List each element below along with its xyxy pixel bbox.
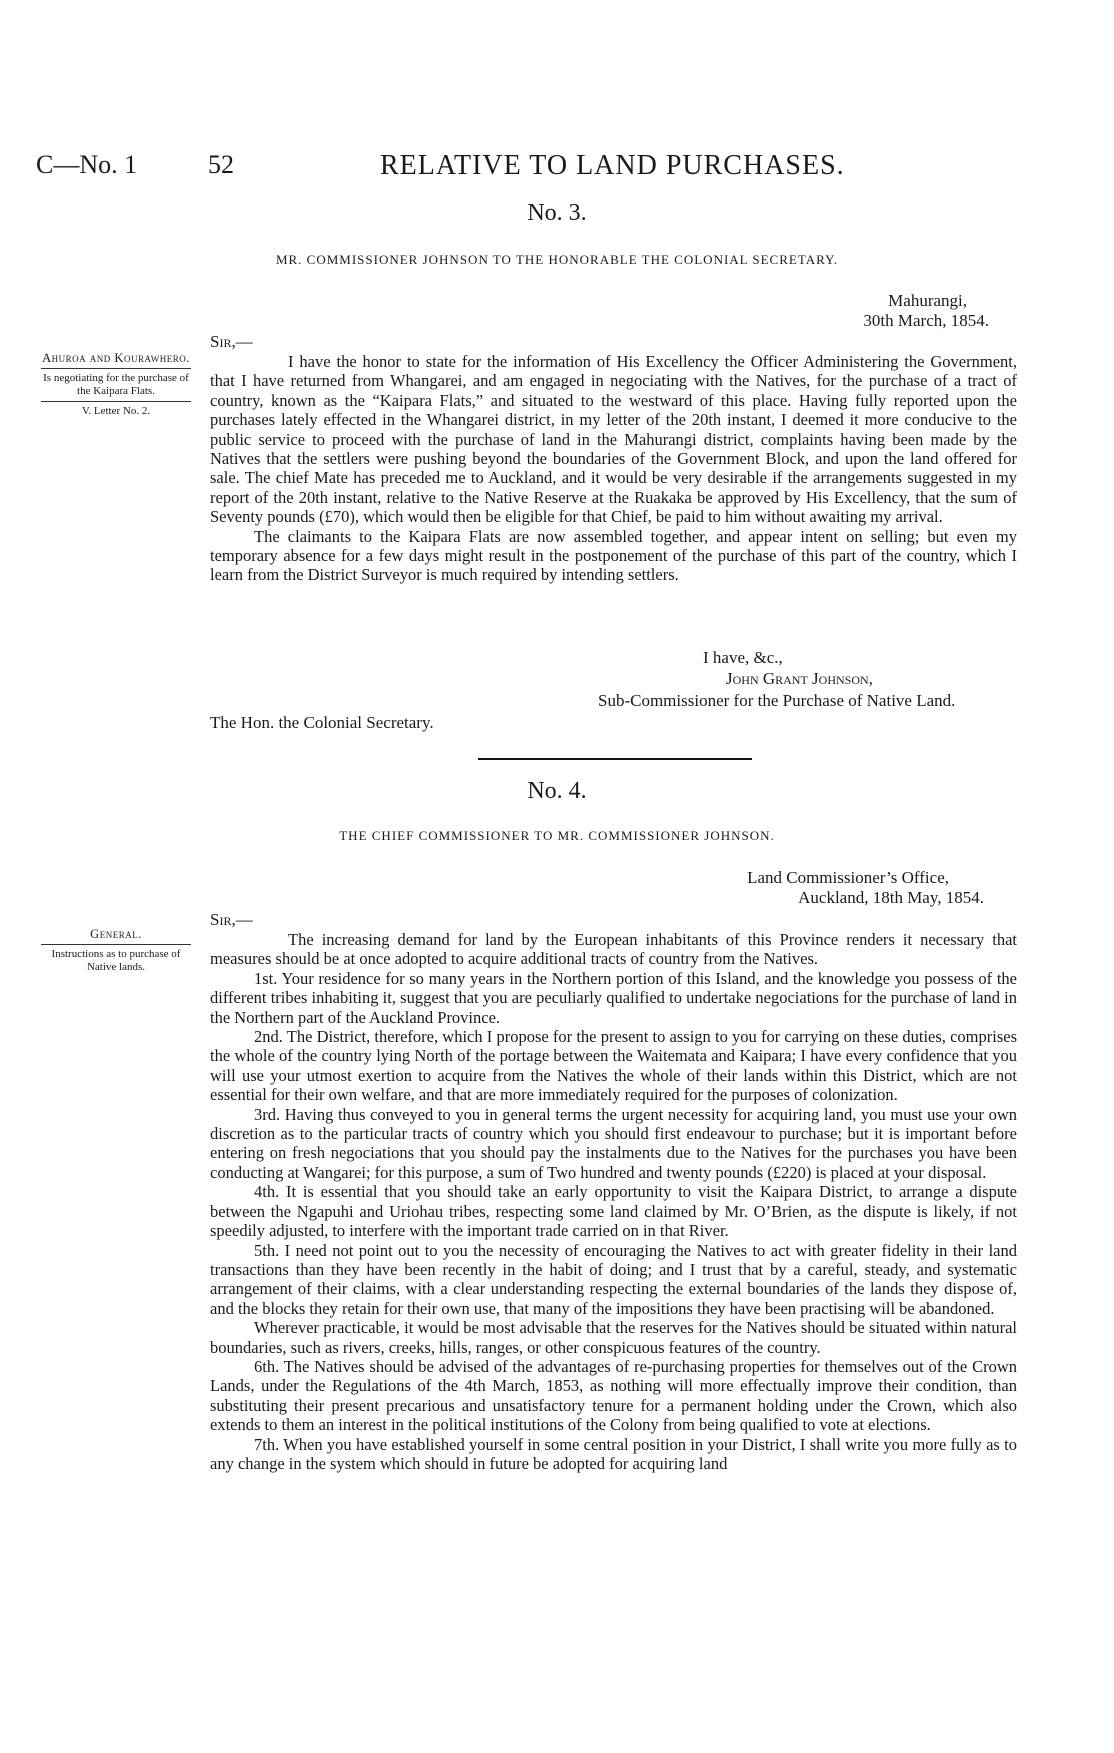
letter-3-address: MR. COMMISSIONER JOHNSON TO THE HONORABLE THE COLONIAL SECRETARY. — [275, 252, 839, 267]
paragraph: I have the honor to state for the information of His Excellency the Officer Administering the Government, that I have returned from Whangarei, and am engaged in negociating with the Natives, for the purchase of a tract of country, known as the “Kaipara Flats,” and situated to the westward of this place. Having fully reported upon the purchases lately effected in the Whangarei district, in my letter of the 20th instant, I deemed it more conducive to the public service to proceed with the purchase of land in the Mahurangi district, complaints having been made by the Natives that the settlers were pushing beyond the boundaries of the Government Block, and upon the land offered for sale. The chief Mate has preceded me to Auckland, and it would be very desirable if the arrangements suggested in my report of the 20th instant, relative to the Native Reserve at the Ruakaka be approved by His Excellency, that the sum of Seventy pounds (£70), which would then be eligible for that Chief, be paid to him without awaiting my arrival. — [210, 352, 1017, 527]
margin-rule — [41, 944, 191, 945]
paragraph: 7th. When you have established yourself in some central position in your District, I shall write you more fully as to any change in the system which should in future be adopted for acquiring land — [210, 1434, 1017, 1473]
section-divider — [478, 758, 752, 760]
series-label: C—No. 1 — [36, 150, 138, 179]
letter-4-margin-note — [36, 928, 196, 974]
signature: John Grant Johnson, — [726, 669, 873, 688]
margin-note-text: Is negotiating for the purchase of the Kaipara Flats. — [43, 372, 189, 397]
letter-4-date: Auckland, 18th May, 1854. — [798, 888, 984, 907]
letter-3-margin-note — [36, 352, 196, 418]
letter-3-body — [210, 352, 1017, 585]
margin-heading: Ahuroa and Kourawhero. — [42, 351, 190, 365]
letter-4-salutation: Sir,— — [210, 910, 253, 929]
paragraph: The claimants to the Kaipara Flats are now assembled together, and appear intent on selling; but even my temporary absence for a few days might result in the postponement of the purchase of this part of the country, which I learn from the District Surveyor is much required by intending settlers. — [210, 526, 1017, 585]
addressee: The Hon. the Colonial Secretary. — [210, 713, 434, 732]
margin-reference: V. Letter No. 2. — [81, 405, 151, 417]
margin-heading: General. — [90, 927, 142, 941]
page-number: 52 — [208, 150, 234, 179]
letter-3-place: Mahurangi, — [888, 291, 967, 310]
letter-4-address: THE CHIEF COMMISSIONER TO MR. COMMISSIONER JOHNSON. — [339, 828, 775, 843]
page-title: RELATIVE TO LAND PURCHASES. — [380, 150, 845, 181]
paragraph: Wherever practicable, it would be most advisable that the reserves for the Natives should be situated within natural boundaries, such as rivers, creeks, hills, ranges, or other conspicuous features of the country. — [210, 1318, 1017, 1357]
letter-3-date: 30th March, 1854. — [863, 311, 989, 330]
paragraph: 2nd. The District, therefore, which I propose for the present to assign to you for carrying on these duties, comprises the whole of the country lying North of the portage between the Waitemata and Kaipara; I have every confidence that you will use your utmost exertion to acquire from the Natives the whole of their lands within this District, which are not essential for their own welfare, and that are more immediately required for the purposes of colonization. — [210, 1027, 1017, 1105]
letter-3-number: No. 3. — [527, 200, 587, 226]
paragraph: 1st. Your residence for so many years in the Northern portion of this Island, and the knowledge you possess of the different tribes inhabiting it, suggest that you are peculiarly qualified to undertake negociations for the purchase of land in the Northern part of the Auckland Province. — [210, 968, 1017, 1027]
paragraph: 6th. The Natives should be advised of the advantages of re-purchasing properties for themselves out of the Crown Lands, under the Regulations of the 4th March, 1853, as nothing will more effectually improve their condition, than substituting their present precarious and unsatisfactory tenure for a permanent holding under the Crown, which also extends to them an interest in the political institutions of the Colony from being qualified to vote at elections. — [210, 1356, 1017, 1435]
closing: I have, &c., — [703, 648, 783, 667]
paragraph: 5th. I need not point out to you the necessity of encouraging the Natives to act with greater fidelity in their land transactions than they have been recently in the habit of doing; and I trust that by a careful, steady, and systematic arrangement of their claims, with a clear understanding respecting the external boundaries of the lands they dispose of, and the blocks they retain for their own use, that many of the impositions they have been practising will be abandoned. — [210, 1240, 1017, 1318]
paragraph: 4th. It is essential that you should take an early opportunity to visit the Kaipara District, to arrange a dispute between the Ngapuhi and Uriohau tribes, respecting some land claimed by Mr. O’Brien, as the dispute is likely, if not speedily adjusted, to interfere with the important trade carried on in that River. — [210, 1182, 1017, 1241]
margin-rule — [41, 401, 191, 402]
letter-4-place: Land Commissioner’s Office, — [747, 868, 949, 887]
paragraph: 3rd. Having thus conveyed to you in general terms the urgent necessity for acquiring land, you must use your own discretion as to the particular tracts of country which you should first endeavour to purchase; but it is important before entering on fresh negociations that you should pay the instalments due to the Natives for the purchases you have been conducting at Wangarei; for this purpose, a sum of Two hundred and twenty pounds (£220) is placed at your disposal. — [210, 1104, 1017, 1182]
letter-3-salutation: Sir,— — [210, 332, 253, 351]
letter-4-body — [210, 930, 1017, 1473]
margin-rule — [41, 368, 191, 369]
letter-4-number: No. 4. — [527, 778, 587, 804]
paragraph: The increasing demand for land by the European inhabitants of this Province renders it necessary that measures should be at once adopted to acquire additional tracts of country from the Natives. — [210, 930, 1017, 969]
margin-note-text: Instructions as to purchase of Native lands. — [51, 948, 181, 973]
signature-title: Sub-Commissioner for the Purchase of Native Land. — [598, 691, 956, 710]
